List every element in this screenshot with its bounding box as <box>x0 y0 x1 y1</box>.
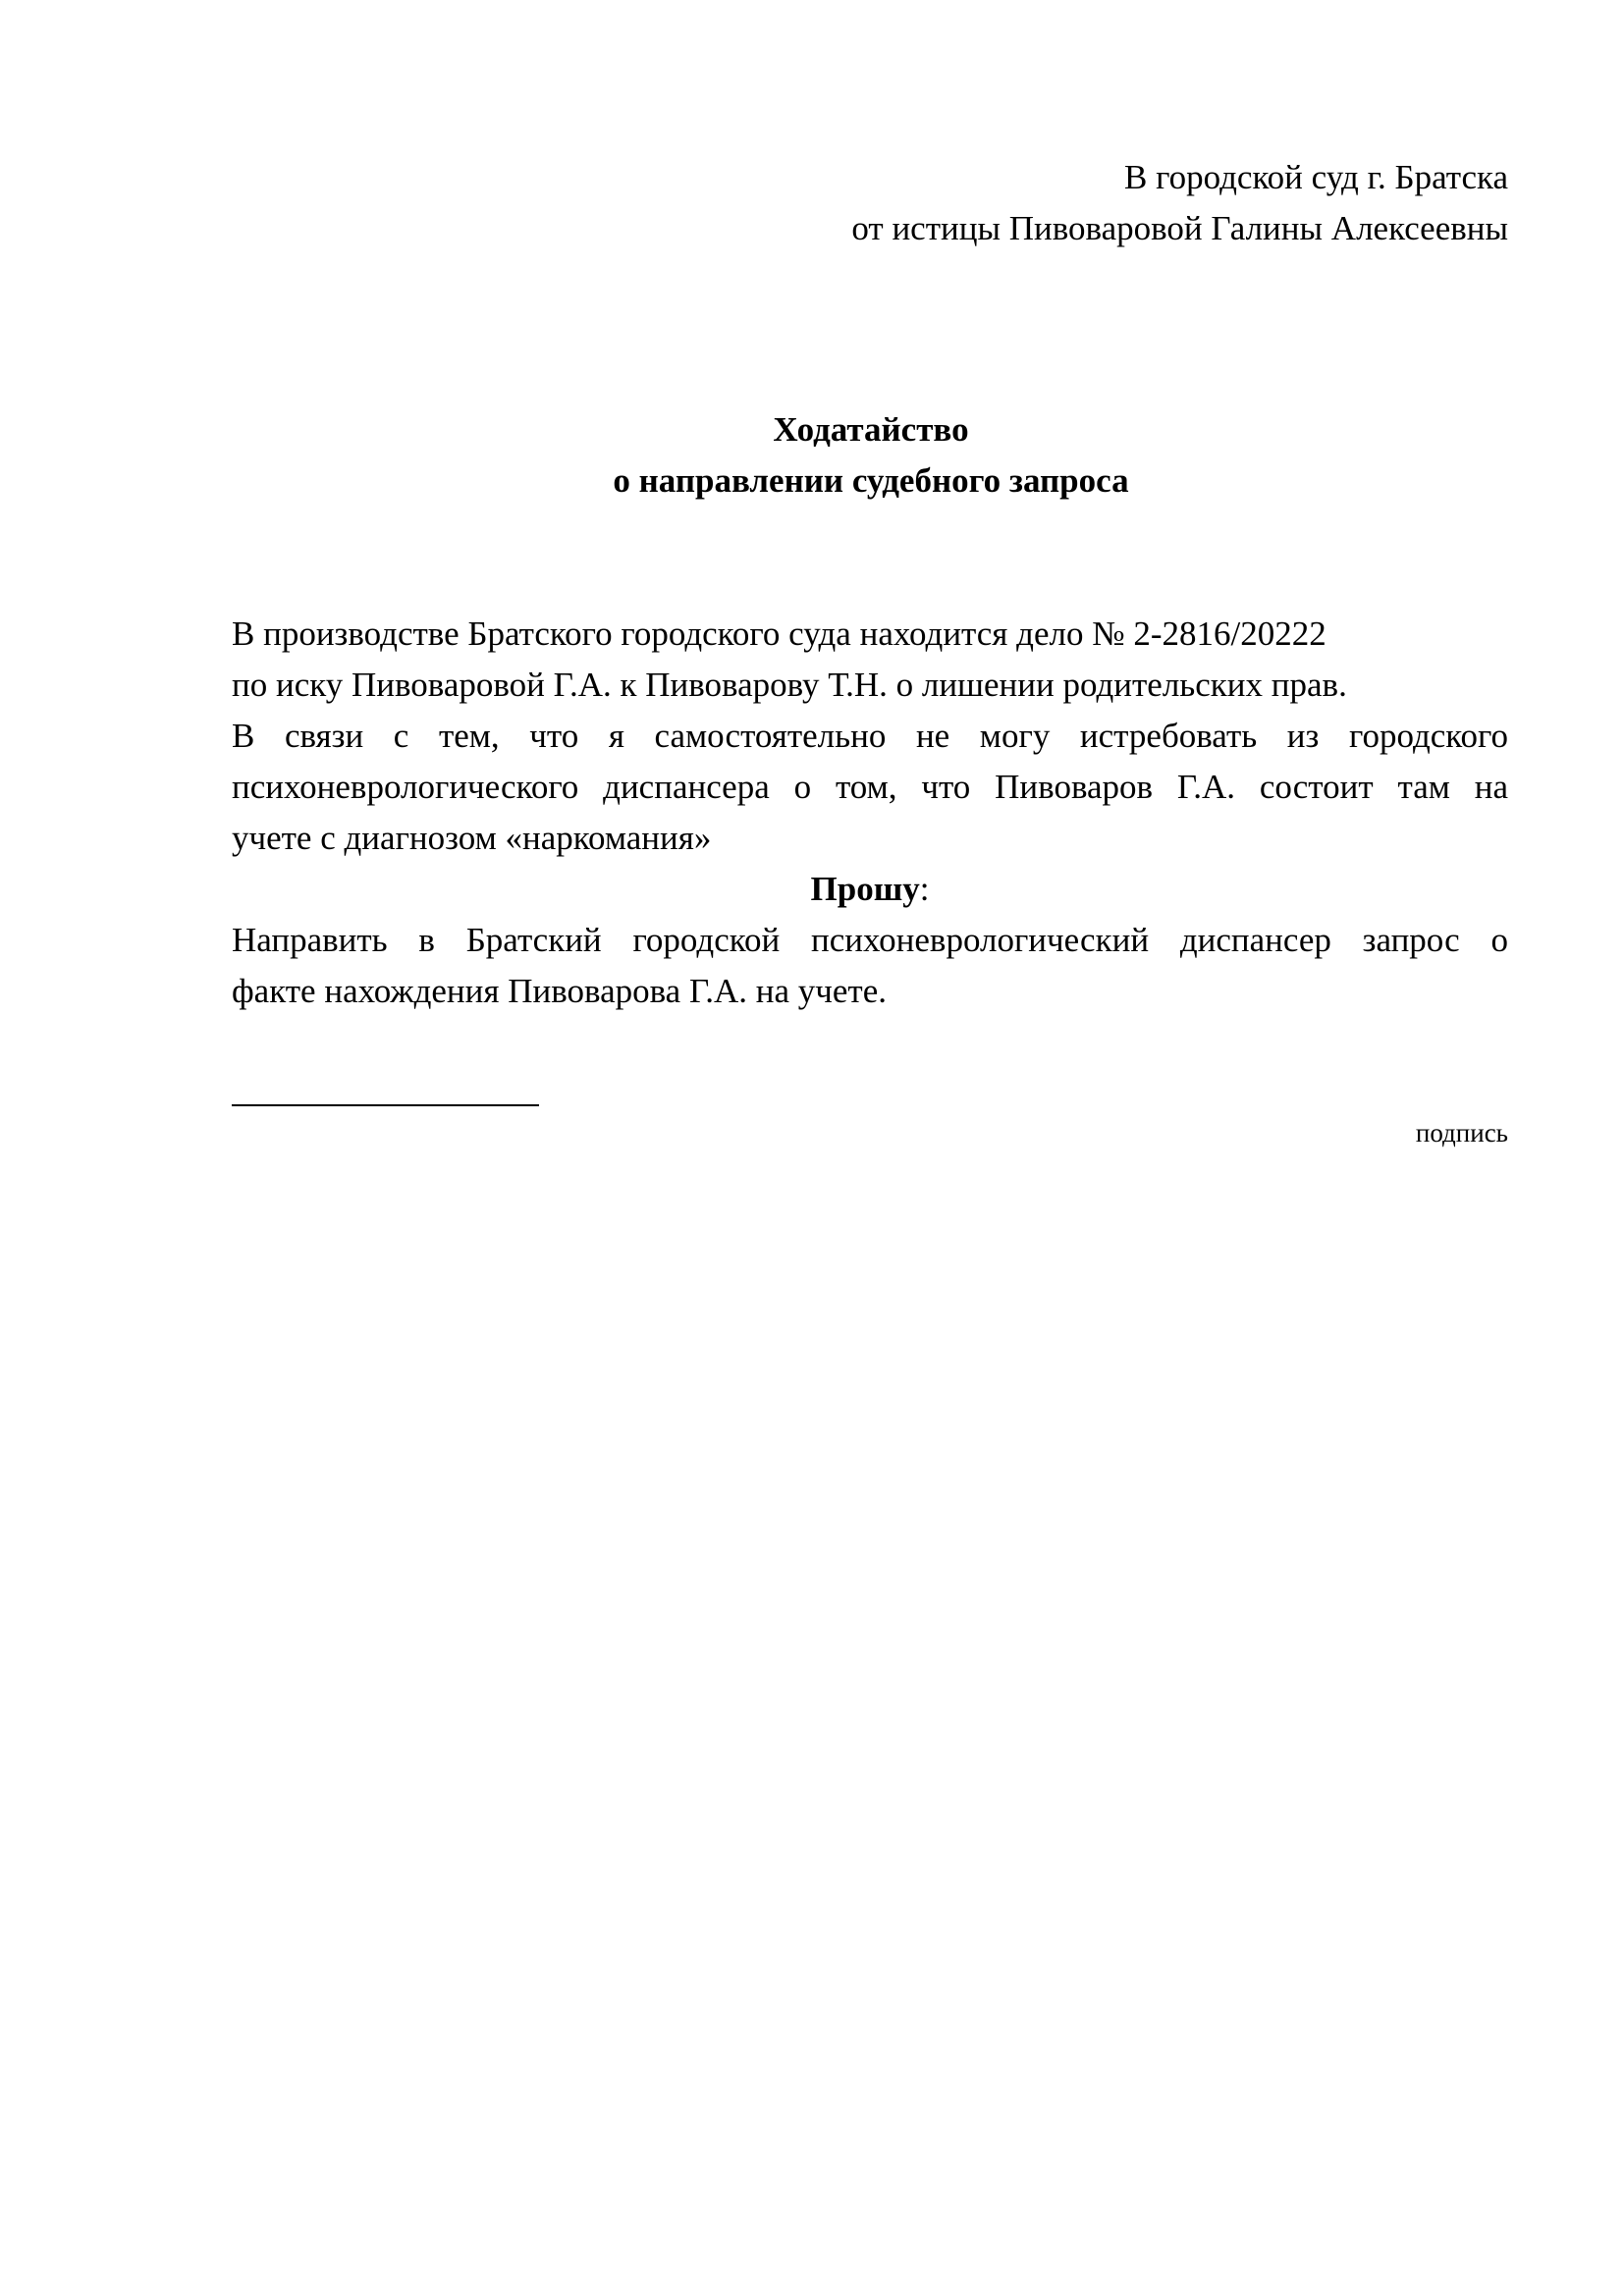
addressee-from: от истицы Пивоваровой Галины Алексеевны <box>851 209 1508 247</box>
addressee-court: В городской суд г. Братска <box>1124 158 1508 196</box>
body-p1-line-2: по иску Пивоваровой Г.А. к Пивоварову Т.Н. о лишении родительских прав. <box>232 666 1347 704</box>
body-p2-line-2: психоневрологического диспансера о том, что Пивоваров Г.А. состоит там на <box>232 768 1508 806</box>
addressee-block <box>624 152 1508 254</box>
request-heading <box>232 864 1508 915</box>
signature-caption: подпись <box>1415 1118 1508 1148</box>
signature-line <box>232 1104 539 1106</box>
document-title <box>0 404 1624 507</box>
document-body <box>232 609 1508 1017</box>
title-line-2: о направлении судебного запроса <box>613 461 1129 500</box>
request-colon: : <box>919 870 930 908</box>
body-p2-line-1: В связи с тем, что я самостоятельно не могу истребовать из городского <box>232 717 1508 755</box>
request-word: Прошу <box>810 870 920 908</box>
body-p3-line-2: факте нахождения Пивоварова Г.А. на учете. <box>232 972 888 1010</box>
body-p3-line-1: Направить в Братский городской психоневрологический диспансер запрос о <box>232 921 1508 959</box>
body-p1-line-1: В производстве Братского городского суда находится дело № 2-2816/20222 <box>232 614 1326 653</box>
body-p2-line-3: учете с диагнозом «наркомания» <box>232 819 712 857</box>
title-line-1: Ходатайство <box>773 410 969 449</box>
